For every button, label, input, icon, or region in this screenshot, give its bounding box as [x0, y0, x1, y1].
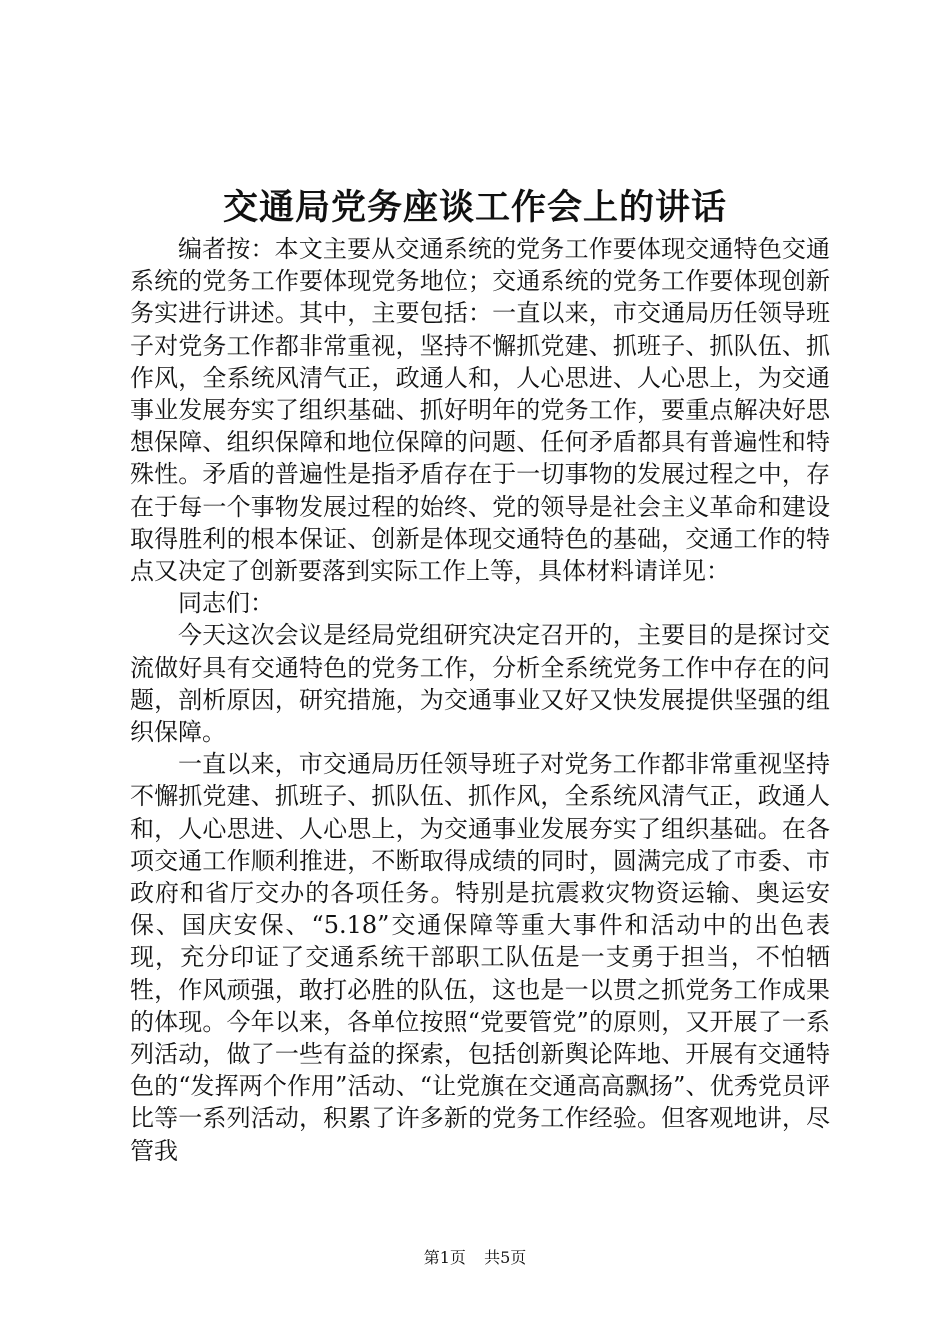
page-footer	[0, 1247, 950, 1269]
page-number: 第1页	[423, 1248, 466, 1267]
paragraph-salutation: 同志们：	[178, 589, 274, 618]
paragraph-editor-note: 编者按：本文主要从交通系统的党务工作要体现交通特色交通系统的党务工作要体现党务地位；交通系统的党务工作要体现创新务实进行讲述。其中，主要包括：一直以来，市交通局历任领导班子对党务工作都非常重视，坚持不懈抓党建、抓班子、抓队伍、抓作风，全系统风清气正，政通人和，人心思进、人心思上，为交通事业发展夯实了组织基础、抓好明年的党务工作，要重点解决好思想保障、组织保障和地位保障的问题、任何矛盾都具有普遍性和特殊性。矛盾的普遍性是指矛盾存在于一切事物的发展过程之中，存在于每一个事物发展过程的始终、党的领导是社会主义革命和建设取得胜利的根本保证、创新是体现交通特色的基础，交通工作的特点又决定了创新要落到实际工作上等，具体材料请详见：	[130, 235, 830, 586]
paragraph-meeting-purpose: 今天这次会议是经局党组研究决定召开的，主要目的是探讨交流做好具有交通特色的党务工作，分析全系统党务工作中存在的问题，剖析原因，研究措施，为交通事业又好又快发展提供坚强的组织保障。	[130, 621, 830, 747]
page-total: 共5页	[484, 1248, 527, 1267]
document-body	[130, 233, 830, 1167]
document-title: 交通局党务座谈工作会上的讲话	[222, 187, 727, 228]
paragraph-achievements: 一直以来，市交通局历任领导班子对党务工作都非常重视坚持不懈抓党建、抓班子、抓队伍、抓作风，全系统风清气正，政通人和，人心思进、人心思上，为交通事业发展夯实了组织基础。在各项交通工作顺利推进，不断取得成绩的同时，圆满完成了市委、市政府和省厅交办的各项任务。特别是抗震救灾物资运输、奥运安保、国庆安保、“5.18”交通保障等重大事件和活动中的出色表现，充分印证了交通系统干部职工队伍是一支勇于担当，不怕牺牲，作风顽强，敢打必胜的队伍，这也是一以贯之抓党务工作成果的体现。今年以来，各单位按照“党要管党”的原则，又开展了一系列活动，做了一些有益的探索，包括创新舆论阵地、开展有交通特色的“发挥两个作用”活动、“让党旗在交通高高飘扬”、优秀党员评比等一系列活动，积累了许多新的党务工作经验。但客观地讲，尽管我	[130, 750, 830, 1165]
